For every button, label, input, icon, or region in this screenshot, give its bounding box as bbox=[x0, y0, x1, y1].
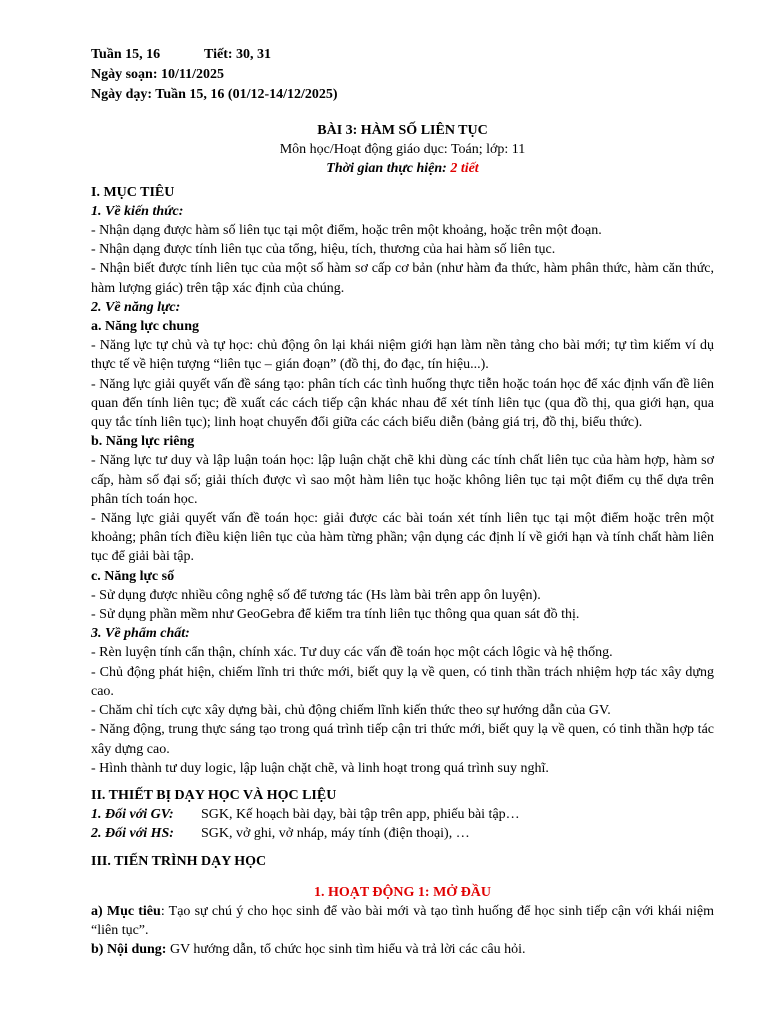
quality-heading: 3. Về phẩm chất: bbox=[91, 626, 190, 642]
digital-competence-item: - Sử dụng được nhiều công nghệ số để tương tác (Hs làm bài trên app ôn luyện). bbox=[91, 587, 541, 603]
section-2-heading: II. THIẾT BỊ DẠY HỌC VÀ HỌC LIỆU bbox=[91, 787, 337, 803]
general-competence-item: - Năng lực tự chủ và tự học: chủ động ôn lại khái niệm giới hạn làm nền tảng cho bài mới; tự tìm kiếm ví dụ thực tế về hiện tượng “liên tục – gián đoạn” (đồ thị, đo đạc, tín hiệu...). bbox=[91, 338, 714, 373]
knowledge-heading: 1. Về kiến thức: bbox=[91, 203, 184, 219]
competence-heading: 2. Về năng lực: bbox=[91, 299, 181, 315]
gv-label: 1. Đối với GV: bbox=[91, 807, 174, 823]
specific-competence-item: - Năng lực giải quyết vấn đề toán học: giải được các bài toán xét tính liên tục tại một điểm hoặc trên một khoảng; phân tích điều kiện liên tục của hàm từng phần; vận dụng các định lí về giới hạn và tính chất hàm liên tục để giải bài tập. bbox=[91, 511, 714, 565]
prep-date: Ngày soạn: 10/11/2025 bbox=[91, 67, 225, 82]
lesson-subject: Môn học/Hoạt động giáo dục: Toán; lớp: 11 bbox=[279, 142, 526, 158]
quality-item: - Năng động, trung thực sáng tạo trong quá trình tiếp cận tri thức mới, biết quy lạ về quen, có tinh thần hợp tác xây dựng cao. bbox=[91, 722, 714, 757]
digital-competence-item: - Sử dụng phần mềm như GeoGebra để kiểm tra tính liên tục thông qua quan sát đồ thị. bbox=[91, 607, 580, 623]
activity-goal bbox=[91, 902, 714, 940]
lesson-duration bbox=[91, 159, 714, 178]
content-text: GV hướng dẫn, tổ chức học sinh tìm hiểu và trả lời các câu hỏi. bbox=[166, 942, 526, 958]
teach-date: Ngày dạy: Tuần 15, 16 (01/12-14/12/2025) bbox=[91, 87, 338, 102]
knowledge-item: - Nhận biết được tính liên tục của một số hàm sơ cấp cơ bản (như hàm đa thức, hàm phân thức, hàm căn thức, hàm lượng giác) trên tập xác định của chúng. bbox=[91, 261, 714, 296]
period: Tiết: 30, 31 bbox=[204, 47, 272, 62]
quality-item: - Chủ động phát hiện, chiếm lĩnh tri thức mới, biết quy lạ về quen, có tinh thần trách nhiệm hợp tác xây dựng cao. bbox=[91, 664, 714, 699]
equipment-gv bbox=[91, 805, 714, 824]
knowledge-item: - Nhận dạng được hàm số liên tục tại một điểm, hoặc trên một khoảng, hoặc trên một đoạn. bbox=[91, 223, 602, 239]
lesson-title: BÀI 3: HÀM SỐ LIÊN TỤC bbox=[317, 123, 488, 138]
specific-competence-heading: b. Năng lực riêng bbox=[91, 434, 195, 450]
section-3-heading: III. TIẾN TRÌNH DẠY HỌC bbox=[91, 853, 267, 869]
hs-label: 2. Đối với HS: bbox=[91, 826, 174, 842]
digital-competence-heading: c. Năng lực số bbox=[91, 568, 175, 584]
general-competence-heading: a. Năng lực chung bbox=[91, 319, 199, 335]
activity-1-title: 1. HOẠT ĐỘNG 1: MỞ ĐẦU bbox=[313, 884, 492, 900]
duration-value: 2 tiết bbox=[450, 161, 479, 177]
goal-label: a) Mục tiêu bbox=[91, 903, 161, 919]
section-1-heading: I. MỤC TIÊU bbox=[91, 184, 175, 200]
hs-text: SGK, vở ghi, vở nháp, máy tính (điện thoại), … bbox=[201, 826, 470, 842]
content-label: b) Nội dung: bbox=[91, 942, 167, 958]
activity-content bbox=[91, 940, 714, 959]
specific-competence-item: - Năng lực tư duy và lập luận toán học: lập luận chặt chẽ khi dùng các tính chất liên tục của hàm hợp, hàm sơ cấp, hàm số đại số; giải thích được vì sao một hàm liên tục hoặc không liên tục tại một điểm cụ thể dựa trên phân tích toán học. bbox=[91, 453, 714, 507]
quality-item: - Rèn luyện tính cẩn thận, chính xác. Tư duy các vấn đề toán học một cách lôgic và hệ thống. bbox=[91, 645, 613, 661]
general-competence-item: - Năng lực giải quyết vấn đề sáng tạo: phân tích các tình huống thực tiễn hoặc toán học để xác định vấn đề liên quan đến tính liên tục; đề xuất các cách tiếp cận khác nhau để xét tính liên tục (qua đồ thị, qua giới hạn, qua quy tắc tính liên tục); linh hoạt chuyển đổi giữa các cách biểu diễn (bảng giá trị, đồ thị, biểu thức). bbox=[91, 376, 714, 431]
equipment-hs bbox=[91, 824, 714, 843]
gv-text: SGK, Kế hoạch bài dạy, bài tập trên app, phiếu bài tập… bbox=[201, 807, 520, 823]
week: Tuần 15, 16 bbox=[91, 47, 161, 62]
quality-item: - Chăm chỉ tích cực xây dựng bài, chủ động chiếm lĩnh kiến thức theo sự hướng dẫn của GV. bbox=[91, 703, 611, 719]
duration-label: Thời gian thực hiện: bbox=[326, 161, 451, 177]
goal-text: : Tạo sự chú ý cho học sinh để vào bài mới và tạo tình huống để học sinh tiếp cận với khái niệm “liên tục”. bbox=[91, 903, 714, 939]
quality-item: - Hình thành tư duy logic, lập luận chặt chẽ, và linh hoạt trong quá trình suy nghĩ. bbox=[91, 760, 549, 776]
header-week-line bbox=[91, 45, 714, 65]
knowledge-item: - Nhận dạng được tính liên tục của tổng, hiệu, tích, thương của hai hàm số liên tục. bbox=[91, 242, 556, 258]
